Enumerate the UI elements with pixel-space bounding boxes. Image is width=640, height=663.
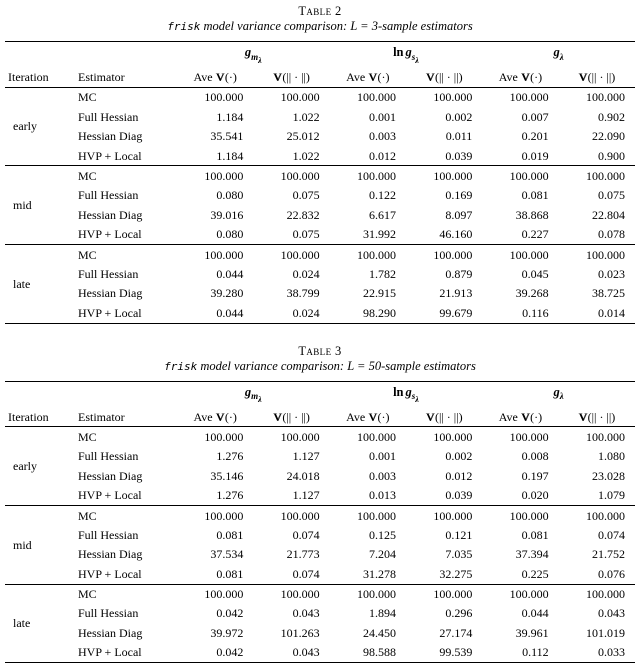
header-text: Ave bbox=[346, 409, 369, 424]
iteration-column-header: Iteration bbox=[8, 409, 49, 424]
value-cell: 22.804 bbox=[592, 207, 625, 222]
value-cell: 99.539 bbox=[439, 645, 473, 660]
value-cell: 37.394 bbox=[515, 547, 549, 562]
value-cell: 0.075 bbox=[292, 188, 320, 203]
value-cell: 1.022 bbox=[292, 109, 320, 124]
value-cell: 98.588 bbox=[362, 645, 396, 660]
value-cell: 22.090 bbox=[592, 129, 625, 144]
blackboard-v-symbol: V bbox=[520, 70, 531, 84]
iteration-label: late bbox=[13, 616, 31, 631]
value-cell: 0.122 bbox=[368, 188, 396, 203]
value-cell: 1.894 bbox=[368, 606, 396, 621]
value-cell: 1.184 bbox=[216, 109, 244, 124]
table-row bbox=[5, 284, 635, 303]
estimator-label: Full Hessian bbox=[78, 449, 139, 464]
value-cell: 0.225 bbox=[521, 566, 549, 581]
table-row bbox=[5, 264, 635, 283]
value-cell: 0.044 bbox=[521, 606, 549, 621]
value-cell: 98.290 bbox=[362, 305, 396, 320]
value-cell: 0.042 bbox=[216, 606, 244, 621]
column-header-row bbox=[5, 407, 635, 427]
table-3-title-text: model variance comparison: L = 50-sample estimators bbox=[197, 358, 476, 373]
header-text: Ave bbox=[498, 409, 521, 424]
blackboard-v-symbol: V bbox=[368, 409, 378, 424]
value-cell: 100.000 bbox=[586, 90, 625, 105]
estimator-column-header: Estimator bbox=[78, 70, 125, 84]
ave-variance-header bbox=[482, 407, 558, 427]
norm-variance-header bbox=[253, 68, 329, 88]
iteration-group-early bbox=[5, 427, 635, 506]
header-text: (|| · ||) bbox=[282, 409, 310, 424]
estimator-label: HVP + Local bbox=[78, 645, 142, 660]
value-cell: 100.000 bbox=[433, 90, 473, 105]
value-cell: 100.000 bbox=[509, 247, 549, 262]
value-cell: 0.043 bbox=[598, 606, 625, 621]
header-text: (·) bbox=[224, 70, 237, 84]
variance-table-2 bbox=[5, 41, 635, 324]
math-column-group-header bbox=[482, 42, 635, 68]
blackboard-v-symbol: V bbox=[273, 70, 283, 84]
blackboard-v-symbol: V bbox=[520, 409, 531, 424]
header-text: (|| · ||) bbox=[434, 70, 463, 84]
math-subsub: λ bbox=[415, 394, 419, 404]
table-3-section bbox=[5, 344, 635, 663]
table-row bbox=[5, 225, 635, 245]
math-column-group-header bbox=[330, 381, 483, 407]
value-cell: 100.000 bbox=[280, 247, 320, 262]
math-var: g bbox=[244, 45, 252, 59]
value-cell: 7.204 bbox=[368, 547, 396, 562]
value-cell: 100.000 bbox=[356, 247, 396, 262]
value-cell: 0.039 bbox=[445, 148, 473, 163]
math-sub: s bbox=[411, 391, 416, 402]
estimator-label: Full Hessian bbox=[78, 606, 139, 621]
math-column-group-header bbox=[330, 42, 483, 68]
math-sub: m bbox=[251, 51, 259, 62]
value-cell: 100.000 bbox=[280, 587, 320, 602]
table-row bbox=[5, 127, 635, 146]
value-cell: 0.169 bbox=[445, 188, 473, 203]
norm-variance-header bbox=[406, 407, 482, 427]
value-cell: 100.000 bbox=[586, 168, 625, 183]
table-row bbox=[5, 166, 635, 186]
value-cell: 0.116 bbox=[522, 305, 549, 320]
estimator-label: Full Hessian bbox=[78, 527, 139, 542]
math-var: g bbox=[553, 45, 560, 59]
table-row bbox=[5, 545, 635, 564]
value-cell: 0.075 bbox=[598, 188, 625, 203]
math-subsub: λ bbox=[258, 55, 262, 65]
header-text: (·) bbox=[224, 409, 237, 424]
value-cell: 38.725 bbox=[592, 286, 625, 301]
value-cell: 0.081 bbox=[521, 527, 549, 542]
value-cell: 100.000 bbox=[204, 90, 244, 105]
value-cell: 22.832 bbox=[286, 207, 320, 222]
value-cell: 24.450 bbox=[362, 625, 396, 640]
blackboard-v-symbol: V bbox=[273, 409, 283, 424]
norm-variance-header bbox=[559, 407, 635, 427]
table-row bbox=[5, 245, 635, 265]
math-subsub: λ bbox=[415, 55, 419, 65]
value-cell: 0.074 bbox=[598, 527, 625, 542]
value-cell: 100.000 bbox=[433, 247, 473, 262]
value-cell: 0.081 bbox=[216, 527, 244, 542]
value-cell: 0.078 bbox=[598, 227, 625, 242]
math-var: g bbox=[553, 384, 560, 399]
estimator-label: Full Hessian bbox=[78, 109, 139, 124]
value-cell: 100.000 bbox=[586, 508, 625, 523]
iteration-group-mid bbox=[5, 506, 635, 585]
blackboard-v-symbol: V bbox=[425, 409, 435, 424]
value-cell: 0.013 bbox=[368, 488, 396, 503]
value-cell: 0.902 bbox=[598, 109, 625, 124]
table-3-title bbox=[5, 359, 635, 374]
table-row bbox=[5, 447, 635, 466]
estimator-label: HVP + Local bbox=[78, 148, 142, 163]
math-var: g bbox=[405, 45, 412, 59]
group-header-row bbox=[5, 42, 635, 68]
value-cell: 0.074 bbox=[292, 566, 320, 581]
value-cell: 100.000 bbox=[204, 168, 244, 183]
math-sub: s bbox=[411, 51, 416, 62]
value-cell: 0.121 bbox=[445, 527, 473, 542]
estimator-label: Hessian Diag bbox=[78, 207, 143, 222]
column-header-row bbox=[5, 68, 635, 88]
estimator-label: MC bbox=[78, 429, 97, 444]
value-cell: 100.000 bbox=[204, 247, 244, 262]
table-2-label: Table 2 bbox=[298, 4, 342, 18]
value-cell: 0.039 bbox=[445, 488, 473, 503]
value-cell: 0.012 bbox=[445, 468, 473, 483]
table-2-title bbox=[5, 19, 635, 34]
value-cell: 39.961 bbox=[515, 625, 549, 640]
value-cell: 0.074 bbox=[292, 527, 320, 542]
value-cell: 0.197 bbox=[521, 468, 549, 483]
value-cell: 6.617 bbox=[368, 207, 396, 222]
estimator-column-header: Estimator bbox=[78, 409, 125, 424]
value-cell: 31.278 bbox=[362, 566, 396, 581]
estimator-label: Full Hessian bbox=[78, 266, 139, 281]
table-row bbox=[5, 186, 635, 205]
value-cell: 100.000 bbox=[509, 429, 549, 444]
value-cell: 100.000 bbox=[433, 168, 473, 183]
math-sub: λ bbox=[559, 51, 564, 62]
table-row bbox=[5, 643, 635, 663]
table-row bbox=[5, 87, 635, 107]
ave-variance-header bbox=[177, 68, 253, 88]
value-cell: 0.201 bbox=[521, 129, 549, 144]
value-cell: 0.080 bbox=[216, 188, 244, 203]
blackboard-v-symbol: V bbox=[215, 70, 225, 84]
value-cell: 46.160 bbox=[439, 227, 473, 242]
value-cell: 100.000 bbox=[433, 429, 473, 444]
header-text: Ave bbox=[193, 70, 216, 84]
table-row bbox=[5, 564, 635, 584]
table-row bbox=[5, 584, 635, 604]
value-cell: 0.014 bbox=[598, 305, 625, 320]
value-cell: 100.000 bbox=[509, 168, 549, 183]
value-cell: 100.000 bbox=[356, 90, 396, 105]
blackboard-v-symbol: V bbox=[368, 70, 378, 84]
table-row bbox=[5, 303, 635, 323]
value-cell: 7.035 bbox=[445, 547, 473, 562]
table-row bbox=[5, 427, 635, 447]
value-cell: 32.275 bbox=[439, 566, 473, 581]
value-cell: 100.000 bbox=[433, 508, 473, 523]
value-cell: 1.276 bbox=[216, 449, 244, 464]
math-column-group-header bbox=[177, 381, 330, 407]
table-3-label: Table 3 bbox=[298, 343, 342, 358]
value-cell: 100.000 bbox=[586, 587, 625, 602]
value-cell: 0.112 bbox=[522, 645, 549, 660]
ave-variance-header bbox=[482, 68, 558, 88]
table-row bbox=[5, 486, 635, 506]
value-cell: 25.012 bbox=[286, 129, 320, 144]
value-cell: 0.081 bbox=[216, 566, 244, 581]
value-cell: 0.033 bbox=[598, 645, 625, 660]
value-cell: 39.268 bbox=[515, 286, 549, 301]
value-cell: 1.276 bbox=[216, 488, 244, 503]
value-cell: 100.000 bbox=[280, 168, 320, 183]
norm-variance-header bbox=[406, 68, 482, 88]
value-cell: 101.263 bbox=[280, 625, 320, 640]
header-spacer bbox=[5, 381, 75, 407]
table-row bbox=[5, 107, 635, 126]
value-cell: 0.007 bbox=[521, 109, 549, 124]
value-cell: 31.992 bbox=[362, 227, 396, 242]
value-cell: 0.011 bbox=[445, 129, 473, 144]
value-cell: 100.000 bbox=[586, 429, 625, 444]
table-row bbox=[5, 146, 635, 166]
value-cell: 0.044 bbox=[216, 305, 244, 320]
estimator-label: Hessian Diag bbox=[78, 547, 143, 562]
estimator-label: HVP + Local bbox=[78, 227, 142, 242]
estimator-label: Hessian Diag bbox=[78, 625, 143, 640]
value-cell: 0.076 bbox=[598, 566, 625, 581]
model-name-code: frisk bbox=[167, 20, 201, 33]
table-row bbox=[5, 604, 635, 623]
value-cell: 0.008 bbox=[521, 449, 549, 464]
value-cell: 23.028 bbox=[592, 468, 625, 483]
value-cell: 0.043 bbox=[292, 645, 320, 660]
estimator-label: MC bbox=[78, 508, 97, 523]
value-cell: 21.773 bbox=[286, 547, 320, 562]
value-cell: 1.127 bbox=[292, 449, 320, 464]
norm-variance-header bbox=[559, 68, 635, 88]
header-text: Ave bbox=[193, 409, 216, 424]
table-row bbox=[5, 205, 635, 224]
value-cell: 35.146 bbox=[210, 468, 244, 483]
iteration-column-header: Iteration bbox=[8, 70, 49, 84]
value-cell: 100.000 bbox=[204, 587, 244, 602]
table-2-section bbox=[5, 4, 635, 324]
value-cell: 0.023 bbox=[598, 266, 625, 281]
estimator-label: Hessian Diag bbox=[78, 286, 143, 301]
iteration-group-early bbox=[5, 87, 635, 166]
iteration-group-mid bbox=[5, 166, 635, 245]
value-cell: 100.000 bbox=[356, 429, 396, 444]
value-cell: 100.000 bbox=[204, 429, 244, 444]
value-cell: 1.782 bbox=[368, 266, 396, 281]
estimator-label: Hessian Diag bbox=[78, 129, 143, 144]
math-subsub: λ bbox=[258, 394, 262, 404]
value-cell: 0.003 bbox=[368, 468, 396, 483]
header-text: (|| · ||) bbox=[282, 70, 310, 84]
value-cell: 24.018 bbox=[286, 468, 320, 483]
value-cell: 39.016 bbox=[210, 207, 244, 222]
value-cell: 0.227 bbox=[521, 227, 549, 242]
value-cell: 38.868 bbox=[515, 207, 549, 222]
iteration-label: early bbox=[13, 459, 37, 474]
header-text: (·) bbox=[377, 70, 390, 84]
value-cell: 100.000 bbox=[356, 168, 396, 183]
estimator-label: HVP + Local bbox=[78, 488, 142, 503]
value-cell: 0.019 bbox=[521, 148, 549, 163]
header-text: (|| · ||) bbox=[434, 409, 463, 424]
value-cell: 100.000 bbox=[356, 587, 396, 602]
estimator-label: Full Hessian bbox=[78, 188, 139, 203]
blackboard-v-symbol: V bbox=[215, 409, 225, 424]
table-2-title-text: model variance comparison: L = 3-sample estimators bbox=[200, 19, 473, 33]
ave-variance-header bbox=[330, 68, 406, 88]
value-cell: 100.000 bbox=[509, 508, 549, 523]
header-text: Ave bbox=[498, 70, 521, 84]
value-cell: 100.000 bbox=[356, 508, 396, 523]
value-cell: 39.972 bbox=[210, 625, 244, 640]
value-cell: 0.044 bbox=[216, 266, 244, 281]
value-cell: 1.079 bbox=[598, 488, 625, 503]
value-cell: 100.000 bbox=[280, 508, 320, 523]
value-cell: 0.125 bbox=[368, 527, 396, 542]
value-cell: 0.081 bbox=[521, 188, 549, 203]
value-cell: 8.097 bbox=[445, 207, 473, 222]
value-cell: 21.913 bbox=[439, 286, 473, 301]
table-2-caption bbox=[5, 4, 635, 34]
value-cell: 100.000 bbox=[586, 247, 625, 262]
value-cell: 35.541 bbox=[210, 129, 244, 144]
estimator-label: MC bbox=[78, 90, 97, 105]
math-prefix: ln bbox=[393, 384, 404, 399]
estimator-label: MC bbox=[78, 587, 97, 602]
value-cell: 0.900 bbox=[598, 148, 625, 163]
header-spacer bbox=[75, 381, 177, 407]
value-cell: 0.075 bbox=[292, 227, 320, 242]
math-var: g bbox=[244, 384, 252, 399]
header-text: Ave bbox=[346, 70, 369, 84]
iteration-label: mid bbox=[13, 198, 32, 213]
value-cell: 0.002 bbox=[445, 449, 473, 464]
value-cell: 1.022 bbox=[292, 148, 320, 163]
iteration-group-late bbox=[5, 245, 635, 324]
value-cell: 101.019 bbox=[586, 625, 625, 640]
header-spacer bbox=[75, 42, 177, 68]
value-cell: 100.000 bbox=[509, 90, 549, 105]
value-cell: 0.002 bbox=[445, 109, 473, 124]
value-cell: 38.799 bbox=[286, 286, 320, 301]
math-column-group-header bbox=[482, 381, 635, 407]
header-text: (·) bbox=[530, 70, 543, 84]
blackboard-v-symbol: V bbox=[425, 70, 435, 84]
header-text: (·) bbox=[377, 409, 390, 424]
value-cell: 0.024 bbox=[292, 305, 320, 320]
group-header-row bbox=[5, 381, 635, 407]
value-cell: 0.879 bbox=[445, 266, 473, 281]
value-cell: 37.534 bbox=[210, 547, 244, 562]
value-cell: 1.184 bbox=[216, 148, 244, 163]
estimator-label: Hessian Diag bbox=[78, 468, 143, 483]
header-text: (|| · ||) bbox=[587, 70, 616, 84]
estimator-label: HVP + Local bbox=[78, 305, 142, 320]
value-cell: 27.174 bbox=[439, 625, 473, 640]
value-cell: 0.296 bbox=[445, 606, 473, 621]
value-cell: 100.000 bbox=[433, 587, 473, 602]
variance-table-3 bbox=[5, 381, 635, 663]
estimator-label: MC bbox=[78, 247, 97, 262]
model-name-code: frisk bbox=[164, 359, 198, 373]
table-row bbox=[5, 466, 635, 485]
value-cell: 0.003 bbox=[368, 129, 396, 144]
value-cell: 0.043 bbox=[292, 606, 320, 621]
blackboard-v-symbol: V bbox=[578, 70, 588, 84]
math-sub: λ bbox=[559, 391, 564, 402]
value-cell: 39.280 bbox=[210, 286, 244, 301]
table-row bbox=[5, 623, 635, 642]
value-cell: 22.915 bbox=[362, 286, 396, 301]
header-text: (·) bbox=[530, 409, 543, 424]
norm-variance-header bbox=[253, 407, 329, 427]
math-sub: m bbox=[251, 391, 259, 402]
value-cell: 0.001 bbox=[368, 449, 396, 464]
value-cell: 1.127 bbox=[292, 488, 320, 503]
estimator-label: HVP + Local bbox=[78, 566, 142, 581]
math-var: g bbox=[405, 384, 412, 399]
value-cell: 0.020 bbox=[521, 488, 549, 503]
value-cell: 21.752 bbox=[592, 547, 625, 562]
value-cell: 0.042 bbox=[216, 645, 244, 660]
header-text: (|| · ||) bbox=[587, 409, 616, 424]
table-row bbox=[5, 506, 635, 526]
estimator-label: MC bbox=[78, 168, 97, 183]
iteration-label: mid bbox=[13, 537, 32, 552]
ave-variance-header bbox=[177, 407, 253, 427]
table-3-caption bbox=[5, 344, 635, 374]
ave-variance-header bbox=[330, 407, 406, 427]
value-cell: 100.000 bbox=[280, 429, 320, 444]
iteration-group-late bbox=[5, 584, 635, 663]
value-cell: 100.000 bbox=[280, 90, 320, 105]
value-cell: 1.080 bbox=[598, 449, 625, 464]
value-cell: 100.000 bbox=[204, 508, 244, 523]
value-cell: 100.000 bbox=[509, 587, 549, 602]
value-cell: 0.080 bbox=[216, 227, 244, 242]
value-cell: 0.045 bbox=[521, 266, 549, 281]
math-prefix: ln bbox=[393, 45, 404, 59]
table-row bbox=[5, 525, 635, 544]
iteration-label: early bbox=[13, 119, 37, 134]
iteration-label: late bbox=[13, 276, 31, 291]
header-spacer bbox=[5, 42, 75, 68]
value-cell: 0.001 bbox=[368, 109, 396, 124]
value-cell: 99.679 bbox=[439, 305, 473, 320]
value-cell: 0.024 bbox=[292, 266, 320, 281]
value-cell: 0.012 bbox=[368, 148, 396, 163]
blackboard-v-symbol: V bbox=[578, 409, 588, 424]
math-column-group-header bbox=[177, 42, 330, 68]
